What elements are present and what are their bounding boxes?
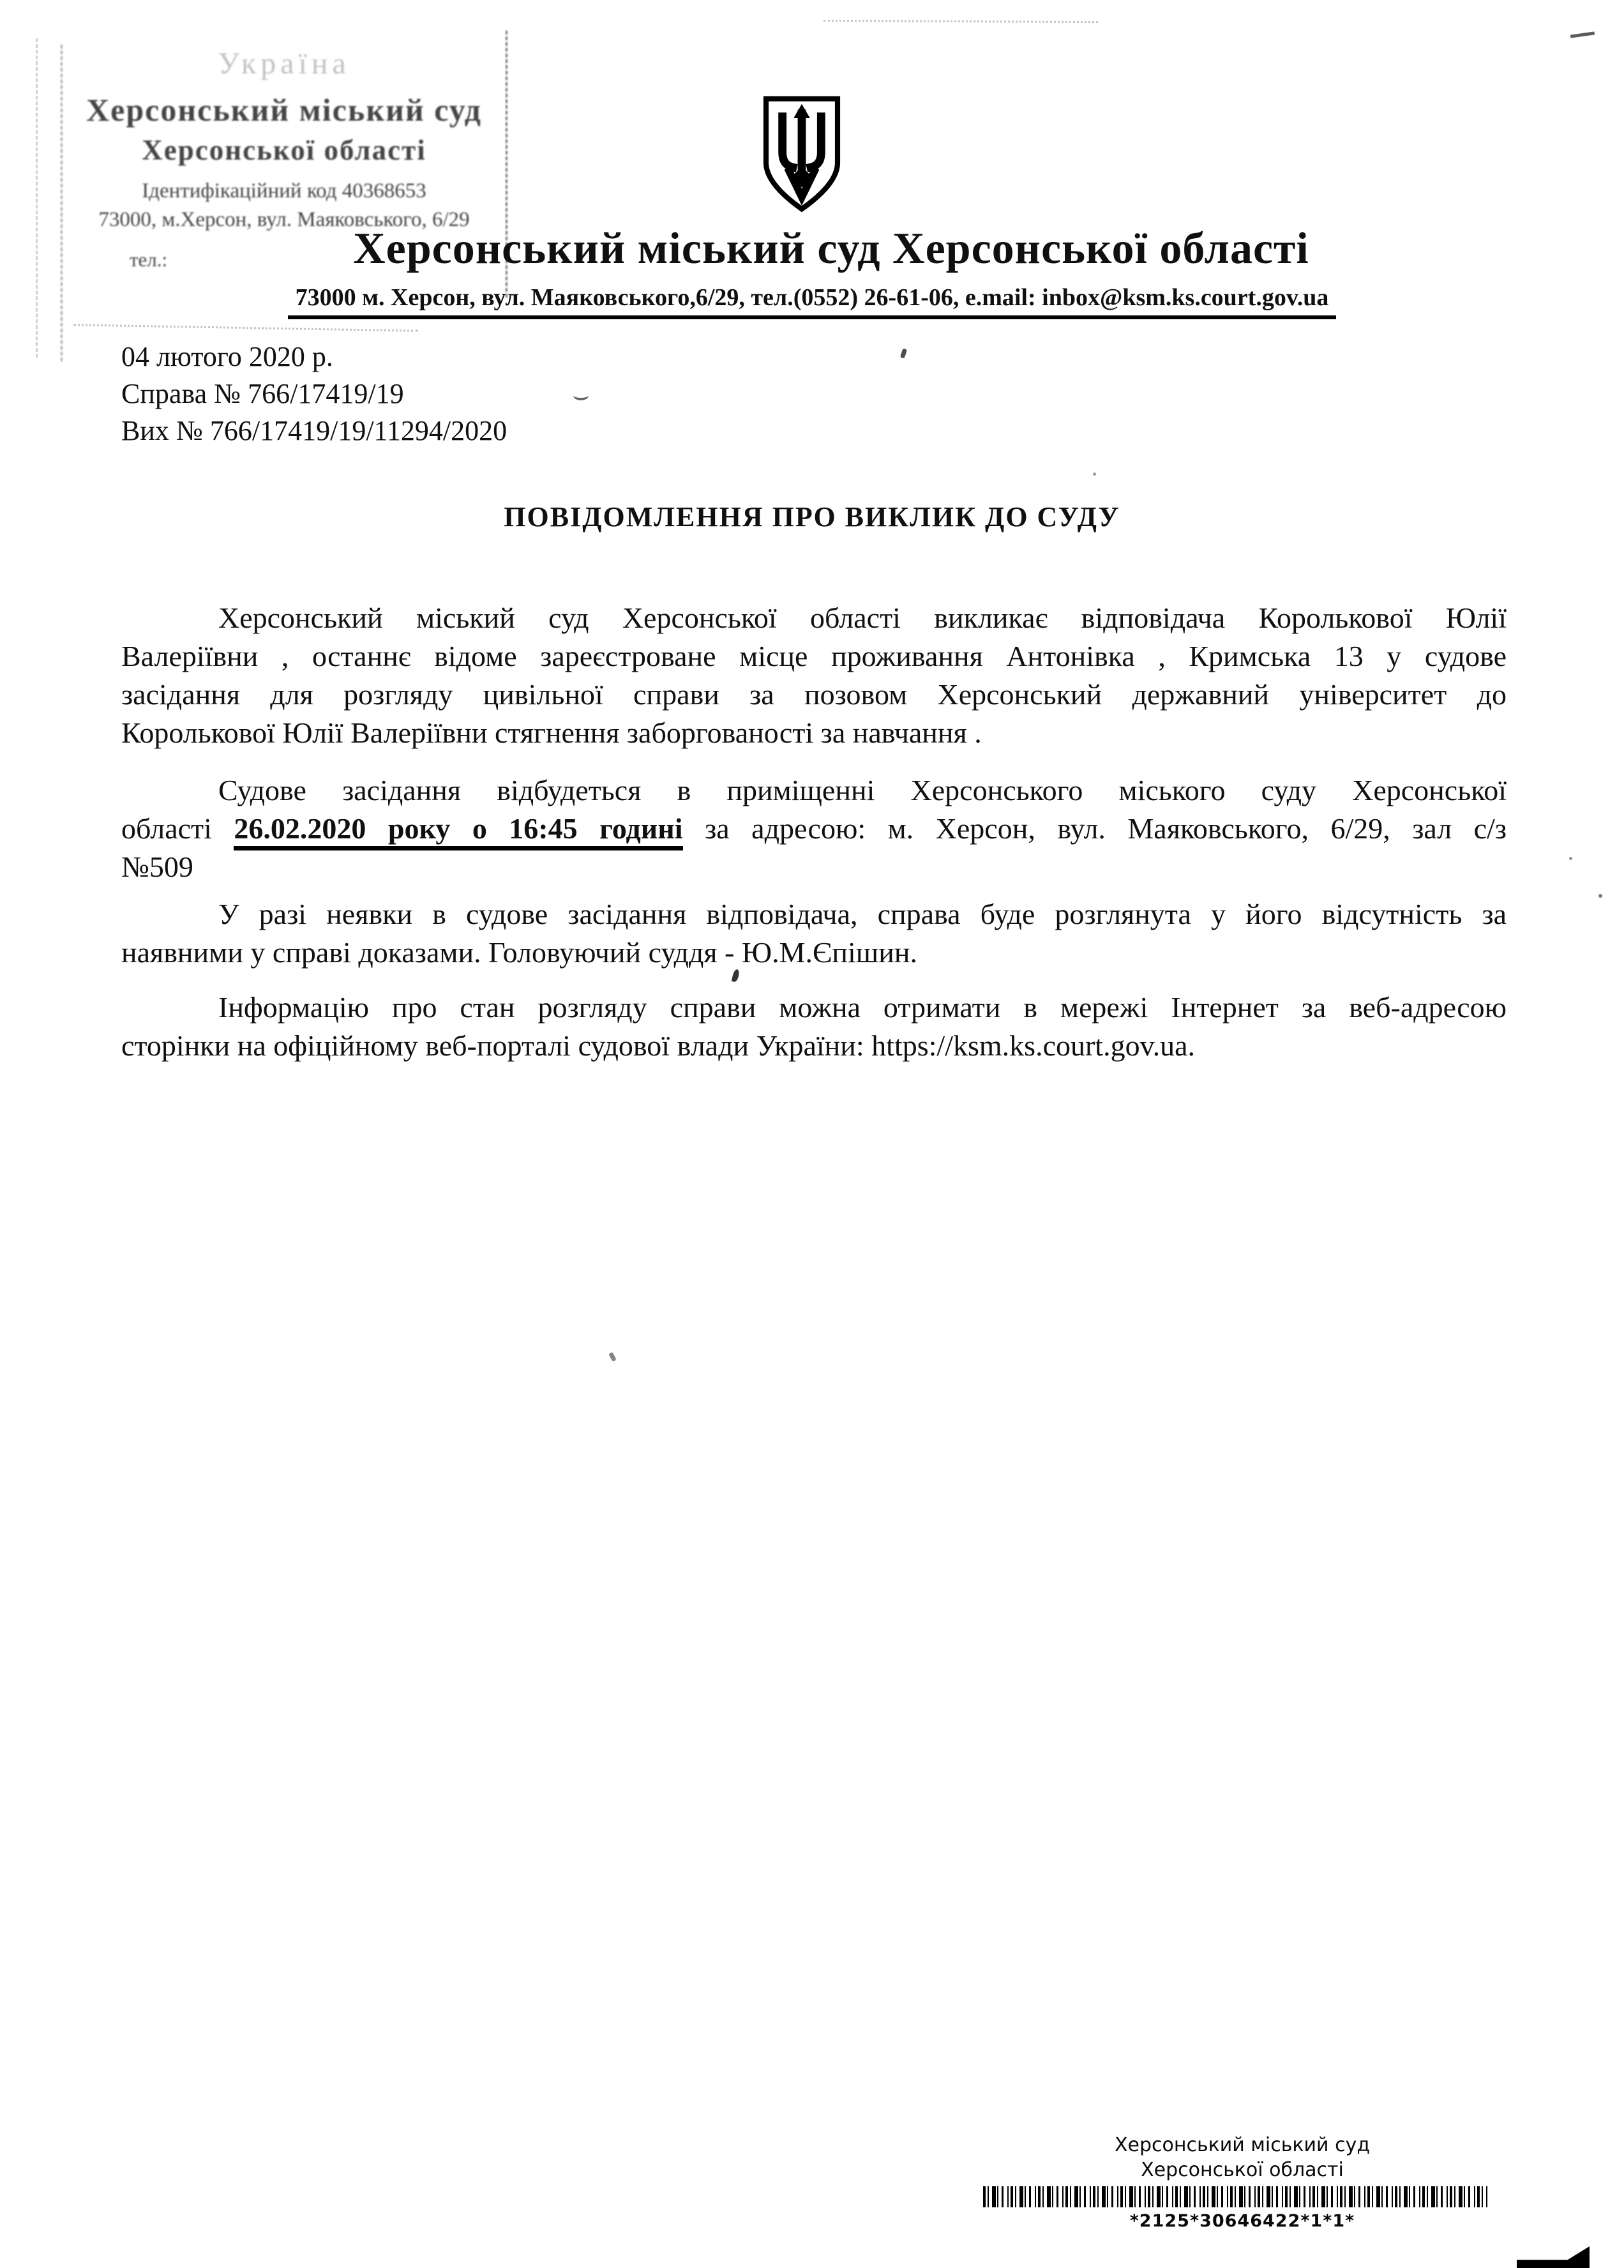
paragraph-absence-warning <box>121 895 1507 972</box>
footer-block <box>983 2133 1501 2234</box>
letter-meta-block <box>121 338 507 450</box>
letter-date: 04 лютого 2020 р. <box>121 341 333 372</box>
outgoing-number: Вих № 766/17419/19/11294/2020 <box>121 415 508 446</box>
letterhead-contact-row <box>0 284 1624 319</box>
scan-noise-speck <box>1569 857 1572 860</box>
document-title: ПОВІДОМЛЕННЯ ПРО ВИКЛИК ДО СУДУ <box>504 501 1120 533</box>
footer-court-name-line2: Херсонської області <box>1141 2159 1344 2181</box>
stamp-country-label: Україна <box>218 47 350 80</box>
stamp-address: 73000, м.Херсон, вул. Маяковського, 6/29 <box>98 208 470 231</box>
paragraph-summons-parties <box>121 599 1507 752</box>
text-line: Інформацію про стан розгляду справи можна отримати в мережі Інтернет за веб-адресою <box>218 991 1507 1024</box>
text-segment: області <box>121 812 234 845</box>
text-line <box>121 810 1507 848</box>
letterhead-court-title: Херсонський міський суд Херсонської області <box>353 224 1309 273</box>
case-number: Справа № 766/17419/19 <box>121 378 404 409</box>
text-line: Херсонський міський суд Херсонської області викликає відповідача Королькової Юлії <box>218 601 1507 634</box>
text-line: сторінки на офіційному веб-порталі судової влади України: https://ksm.ks.court.gov.ua. <box>121 1029 1196 1062</box>
scan-noise-speck <box>608 1352 617 1362</box>
scan-noise-speck <box>573 391 589 400</box>
footer-court-name-line1: Херсонський міський суд <box>1114 2134 1371 2156</box>
stamp-phone-label: тел.: <box>130 248 168 271</box>
paragraph-hearing-details <box>121 771 1507 886</box>
text-line: Королькової Юлії Валеріївни стягнення заборгованості за навчання . <box>121 716 982 749</box>
scan-noise-speck <box>900 348 907 358</box>
scan-noise-dotted-line <box>823 20 1098 23</box>
scan-noise-speck <box>1093 472 1096 476</box>
text-line: Валеріївни , останнє відоме зареєстроване місце проживання Антонівка , Кримська 13 у судове <box>121 640 1507 672</box>
scan-noise-dash <box>1570 31 1595 38</box>
stamp-identification-code: Ідентифікаційний код 40368653 <box>142 179 426 202</box>
scan-noise-speck <box>1598 894 1602 898</box>
scan-corner-artifact <box>1517 2246 1590 2268</box>
hearing-datetime-highlight: 26.02.2020 року о 16:45 годині <box>234 812 682 850</box>
stamp-court-name-line2: Херсонської області <box>142 134 426 166</box>
scan-noise-left-dashes <box>36 38 38 358</box>
barcode <box>983 2186 1487 2207</box>
text-line: засідання для розгляду цивільної справи за позовом Херсонський державний університет до <box>121 678 1507 711</box>
stamp-court-name-line1: Херсонський міський суд <box>86 92 482 128</box>
text-segment: за адресою: м. Херсон, вул. Маяковського, 6/29, зал с/з <box>682 812 1507 845</box>
courtroom-number-line: №509 <box>121 850 193 883</box>
text-line: наявними у справі доказами. Головуючий суддя - Ю.М.Єпішин. <box>121 936 917 969</box>
barcode-caption: *2125*30646422*1*1* <box>1129 2211 1355 2231</box>
text-line: Судове засідання відбудеться в приміщенні Херсонського міського суду Херсонської <box>218 774 1507 806</box>
text-line: У разі неявки в судове засідання відповідача, справа буде розглянута у його відсутність за <box>218 898 1507 930</box>
ukraine-trident-emblem-icon <box>757 93 846 215</box>
paragraph-online-info <box>121 988 1507 1065</box>
letterhead-contact-line: 73000 м. Херсон, вул. Маяковського,6/29, тел.(0552) 26-61-06, e.mail: inbox@ksm.ks.court.gov.ua <box>288 284 1337 319</box>
